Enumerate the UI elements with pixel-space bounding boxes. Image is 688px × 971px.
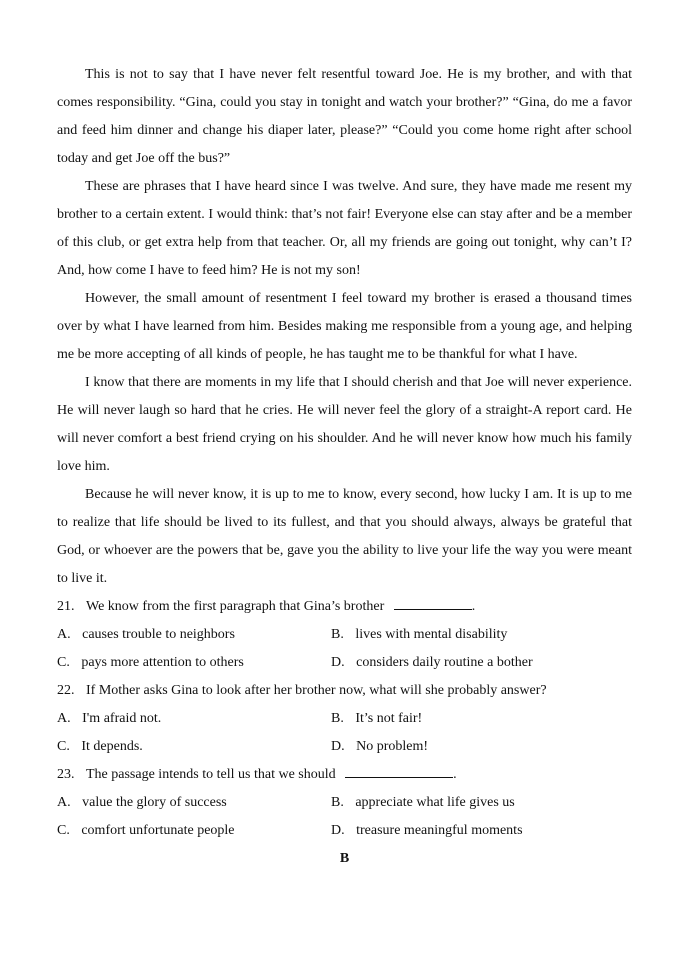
option-letter: B.: [331, 627, 344, 642]
option-text: pays more attention to others: [81, 655, 244, 670]
option-text: comfort unfortunate people: [81, 823, 235, 838]
option-c: [57, 733, 331, 761]
option-text: I'm afraid not.: [82, 711, 162, 726]
question-21: [57, 593, 632, 621]
option-text: No problem!: [356, 739, 429, 754]
option-c: [57, 649, 331, 677]
passage-paragraph-3: However, the small amount of resentment I feel toward my brother is erased a thousand times over by what I have learned from him. Besides making me responsible from a young age, and helping me be more accepting of all kinds of people, he has taught me to be thankful for what I have.: [57, 291, 632, 362]
option-text: lives with mental disability: [355, 627, 508, 642]
answer-blank: [394, 595, 472, 610]
option-b: [331, 705, 632, 733]
passage-paragraph-1: This is not to say that I have never felt resentful toward Joe. He is my brother, and with that comes responsibility. “Gina, could you stay in tonight and watch your brother?” “Gina, do me a favor and feed him dinner and change his diaper later, please?” “Could you come home right after school today and get Joe off the bus?”: [57, 67, 632, 166]
question-21-options-row-2: [57, 649, 632, 677]
option-d: [331, 817, 632, 845]
question-23-options-row-2: [57, 817, 632, 845]
document-page: [57, 61, 632, 873]
question-22-options-row-2: [57, 733, 632, 761]
question-end: .: [453, 767, 457, 782]
question-end: .: [471, 599, 476, 614]
option-text: treasure meaningful moments: [356, 823, 523, 838]
question-22-options-row-1: [57, 705, 632, 733]
question-text: We know from the first paragraph that Gina’s brother: [86, 599, 385, 614]
passage-paragraph-2: These are phrases that I have heard since I was twelve. And sure, they have made me resent my brother to a certain extent. I would think: that’s not fair! Everyone else can stay after and be a member of this club, or get extra help from that teacher. Or, all my friends are going out tonight, why can’t I? And, how come I have to feed him? He is not my son!: [57, 179, 632, 278]
option-letter: C.: [57, 655, 70, 670]
option-a: [57, 621, 331, 649]
option-b: [331, 789, 632, 817]
option-letter: A.: [57, 711, 71, 726]
section-heading: B: [339, 851, 350, 866]
option-a: [57, 705, 331, 733]
option-letter: B.: [331, 795, 344, 810]
question-number: 23.: [57, 767, 75, 782]
answer-blank: [345, 763, 453, 778]
option-a: [57, 789, 331, 817]
passage-paragraph-5: Because he will never know, it is up to me to know, every second, how lucky I am. It is up to me to realize that life should be lived to its fullest, and that you should always, always be grateful that God, or whoever are the powers that be, gave you the ability to live your life the way you were meant to live it.: [57, 487, 632, 586]
option-letter: C.: [57, 823, 70, 838]
passage-paragraph-4: I know that there are moments in my life that I should cherish and that Joe will never experience. He will never laugh so hard that he cries. He will never feel the glory of a straight-A report card. He will never comfort a best friend crying on his shoulder. And he will never know how much his family love him.: [57, 375, 632, 474]
option-text: considers daily routine a bother: [356, 655, 533, 670]
option-text: causes trouble to neighbors: [82, 627, 235, 642]
option-letter: C.: [57, 739, 70, 754]
question-22: [57, 677, 632, 705]
option-letter: D.: [331, 655, 345, 670]
option-letter: D.: [331, 739, 345, 754]
option-text: It’s not fair!: [355, 711, 423, 726]
option-letter: A.: [57, 627, 71, 642]
question-text: The passage intends to tell us that we should: [86, 767, 336, 782]
option-d: [331, 649, 632, 677]
option-letter: A.: [57, 795, 71, 810]
option-letter: B.: [331, 711, 344, 726]
option-letter: D.: [331, 823, 345, 838]
option-d: [331, 733, 632, 761]
option-text: It depends.: [81, 739, 143, 754]
question-21-options-row-1: [57, 621, 632, 649]
question-number: 21.: [57, 599, 75, 614]
option-b: [331, 621, 632, 649]
option-c: [57, 817, 331, 845]
question-text: If Mother asks Gina to look after her brother now, what will she probably answer?: [86, 683, 547, 698]
question-23-options-row-1: [57, 789, 632, 817]
option-text: value the glory of success: [82, 795, 227, 810]
question-23: [57, 761, 632, 789]
option-text: appreciate what life gives us: [355, 795, 515, 810]
question-number: 22.: [57, 683, 75, 698]
